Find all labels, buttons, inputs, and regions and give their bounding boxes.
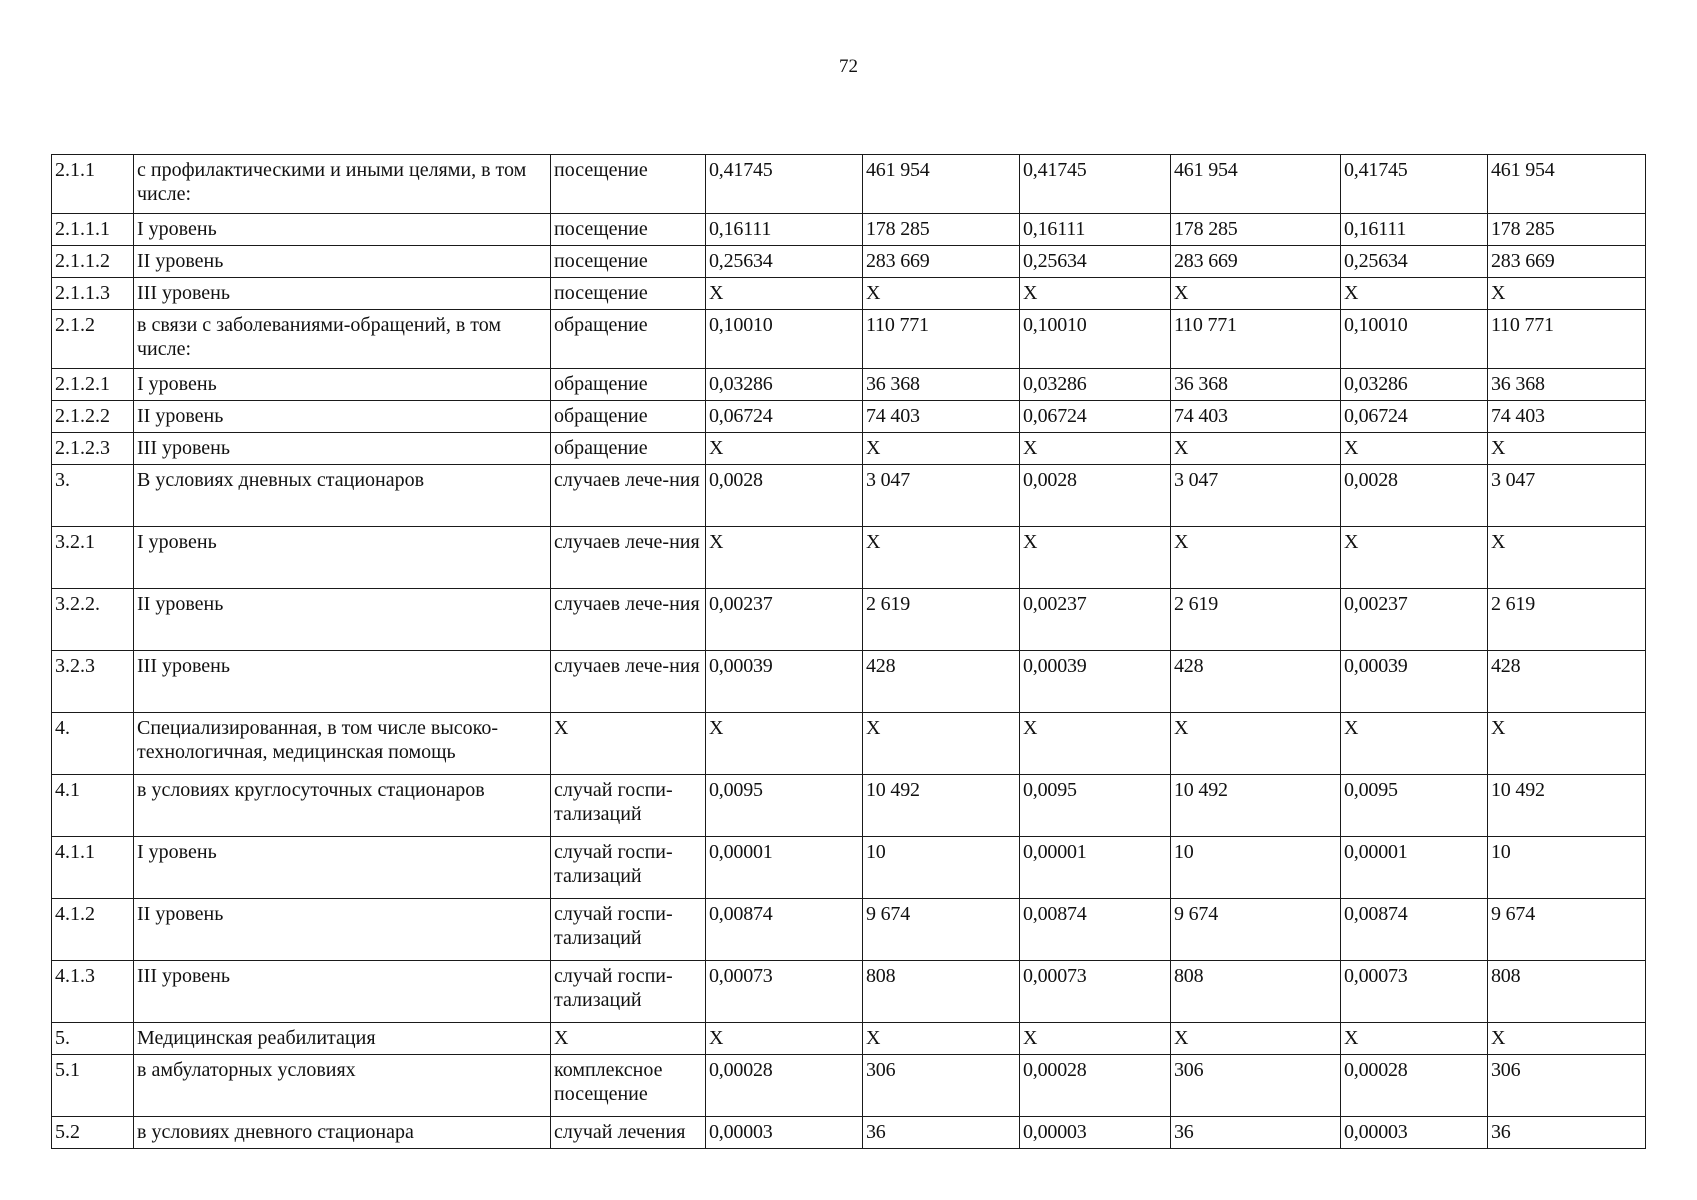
table-row	[52, 1023, 1646, 1055]
value-cell: 0,0095	[1020, 775, 1171, 837]
value-cell: 0,00028	[1341, 1055, 1488, 1117]
value-cell: 0,00874	[1020, 899, 1171, 961]
value-cell: 3 047	[863, 465, 1020, 527]
table-row	[52, 214, 1646, 246]
row-unit-cell: случаев лече-ния	[551, 651, 706, 713]
table-row	[52, 651, 1646, 713]
value-cell: 428	[1171, 651, 1341, 713]
value-cell: 10	[1171, 837, 1341, 899]
value-cell: 0,0095	[1341, 775, 1488, 837]
row-name-cell: I уровень	[134, 369, 551, 401]
value-cell: 0,00237	[706, 589, 863, 651]
row-code-cell: 5.2	[52, 1117, 134, 1149]
value-cell: 0,00028	[706, 1055, 863, 1117]
row-code-cell: 5.	[52, 1023, 134, 1055]
row-name-cell: в условиях круглосуточных стационаров	[134, 775, 551, 837]
value-cell: X	[1341, 1023, 1488, 1055]
value-cell: 74 403	[1488, 401, 1646, 433]
value-cell: 0,25634	[1020, 246, 1171, 278]
table-row	[52, 837, 1646, 899]
row-name-cell: I уровень	[134, 214, 551, 246]
value-cell: X	[706, 278, 863, 310]
value-cell: 3 047	[1171, 465, 1341, 527]
value-cell: 461 954	[1171, 155, 1341, 214]
row-code-cell: 4.	[52, 713, 134, 775]
value-cell: X	[1020, 1023, 1171, 1055]
value-cell: 36	[863, 1117, 1020, 1149]
row-name-cell: III уровень	[134, 278, 551, 310]
table-row	[52, 1055, 1646, 1117]
row-name-cell: II уровень	[134, 589, 551, 651]
value-cell: 2 619	[1171, 589, 1341, 651]
value-cell: X	[863, 433, 1020, 465]
value-cell: X	[863, 1023, 1020, 1055]
value-cell: X	[1488, 527, 1646, 589]
value-cell: 0,41745	[1020, 155, 1171, 214]
value-cell: 9 674	[1171, 899, 1341, 961]
value-cell: 0,0095	[706, 775, 863, 837]
value-cell: 0,0028	[1341, 465, 1488, 527]
row-unit-cell: случай госпи-тализаций	[551, 837, 706, 899]
row-code-cell: 2.1.1.3	[52, 278, 134, 310]
row-code-cell: 2.1.1.2	[52, 246, 134, 278]
value-cell: 0,03286	[706, 369, 863, 401]
value-cell: 0,41745	[706, 155, 863, 214]
row-unit-cell: посещение	[551, 246, 706, 278]
value-cell: X	[1341, 527, 1488, 589]
table-body	[52, 155, 1646, 1149]
value-cell: 283 669	[1488, 246, 1646, 278]
table-row	[52, 775, 1646, 837]
table-row	[52, 369, 1646, 401]
value-cell: 9 674	[1488, 899, 1646, 961]
value-cell: 0,00874	[1341, 899, 1488, 961]
value-cell: 0,00237	[1020, 589, 1171, 651]
value-cell: 0,00073	[1020, 961, 1171, 1023]
row-unit-cell: случай госпи-тализаций	[551, 899, 706, 961]
table-row	[52, 961, 1646, 1023]
value-cell: 306	[1171, 1055, 1341, 1117]
row-unit-cell: обращение	[551, 369, 706, 401]
value-cell: X	[1488, 278, 1646, 310]
row-code-cell: 4.1	[52, 775, 134, 837]
table-row	[52, 246, 1646, 278]
value-cell: 36 368	[1488, 369, 1646, 401]
table-row	[52, 278, 1646, 310]
value-cell: 428	[1488, 651, 1646, 713]
row-name-cell: III уровень	[134, 961, 551, 1023]
row-code-cell: 4.1.3	[52, 961, 134, 1023]
value-cell: 10 492	[1171, 775, 1341, 837]
value-cell: X	[1171, 713, 1341, 775]
row-name-cell: III уровень	[134, 651, 551, 713]
value-cell: 178 285	[1171, 214, 1341, 246]
value-cell: X	[1171, 1023, 1341, 1055]
value-cell: 0,03286	[1341, 369, 1488, 401]
value-cell: 36	[1488, 1117, 1646, 1149]
row-unit-cell: случаев лече-ния	[551, 527, 706, 589]
table-row	[52, 713, 1646, 775]
value-cell: 0,00001	[1341, 837, 1488, 899]
row-unit-cell: посещение	[551, 155, 706, 214]
value-cell: X	[1488, 1023, 1646, 1055]
row-unit-cell: посещение	[551, 214, 706, 246]
value-cell: 10	[1488, 837, 1646, 899]
row-unit-cell: посещение	[551, 278, 706, 310]
value-cell: X	[1020, 433, 1171, 465]
row-unit-cell: обращение	[551, 433, 706, 465]
table-row	[52, 465, 1646, 527]
value-cell: X	[1341, 713, 1488, 775]
value-cell: 10 492	[863, 775, 1020, 837]
value-cell: X	[863, 527, 1020, 589]
value-cell: 0,00039	[1020, 651, 1171, 713]
value-cell: 0,00003	[1020, 1117, 1171, 1149]
table-row	[52, 433, 1646, 465]
value-cell: 0,00028	[1020, 1055, 1171, 1117]
row-code-cell: 2.1.2.3	[52, 433, 134, 465]
value-cell: 3 047	[1488, 465, 1646, 527]
row-code-cell: 2.1.2.1	[52, 369, 134, 401]
value-cell: 283 669	[1171, 246, 1341, 278]
value-cell: 10	[863, 837, 1020, 899]
value-cell: 0,03286	[1020, 369, 1171, 401]
row-code-cell: 3.	[52, 465, 134, 527]
row-unit-cell: случай госпи-тализаций	[551, 961, 706, 1023]
row-name-cell: II уровень	[134, 401, 551, 433]
value-cell: X	[1488, 713, 1646, 775]
value-cell: 0,25634	[706, 246, 863, 278]
row-name-cell: II уровень	[134, 899, 551, 961]
table-row	[52, 401, 1646, 433]
row-code-cell: 3.2.3	[52, 651, 134, 713]
value-cell: X	[706, 713, 863, 775]
row-name-cell: с профилактическими и иными целями, в том числе:	[134, 155, 551, 214]
row-name-cell: III уровень	[134, 433, 551, 465]
value-cell: 0,16111	[706, 214, 863, 246]
value-cell: 36 368	[863, 369, 1020, 401]
value-cell: 0,06724	[1341, 401, 1488, 433]
value-cell: 0,06724	[1020, 401, 1171, 433]
row-name-cell: в условиях дневного стационара	[134, 1117, 551, 1149]
value-cell: 2 619	[1488, 589, 1646, 651]
value-cell: 36 368	[1171, 369, 1341, 401]
table-row	[52, 310, 1646, 369]
row-code-cell: 3.2.2.	[52, 589, 134, 651]
value-cell: 0,00003	[706, 1117, 863, 1149]
row-unit-cell: обращение	[551, 310, 706, 369]
value-cell: 110 771	[1488, 310, 1646, 369]
row-unit-cell: обращение	[551, 401, 706, 433]
value-cell: 0,10010	[706, 310, 863, 369]
value-cell: 110 771	[1171, 310, 1341, 369]
value-cell: X	[1341, 433, 1488, 465]
row-code-cell: 2.1.1	[52, 155, 134, 214]
value-cell: X	[706, 433, 863, 465]
value-cell: 0,0028	[706, 465, 863, 527]
page-number: 72	[839, 56, 858, 77]
row-unit-cell: X	[551, 1023, 706, 1055]
value-cell: 178 285	[863, 214, 1020, 246]
value-cell: 0,16111	[1341, 214, 1488, 246]
value-cell: 0,0028	[1020, 465, 1171, 527]
value-cell: 461 954	[863, 155, 1020, 214]
value-cell: 0,00237	[1341, 589, 1488, 651]
value-cell: X	[1020, 278, 1171, 310]
row-code-cell: 4.1.1	[52, 837, 134, 899]
value-cell: 0,10010	[1341, 310, 1488, 369]
value-cell: 0,00003	[1341, 1117, 1488, 1149]
value-cell: 178 285	[1488, 214, 1646, 246]
value-cell: 74 403	[863, 401, 1020, 433]
value-cell: X	[1020, 527, 1171, 589]
row-code-cell: 2.1.1.1	[52, 214, 134, 246]
value-cell: X	[706, 1023, 863, 1055]
row-name-cell: I уровень	[134, 837, 551, 899]
value-cell: 0,16111	[1020, 214, 1171, 246]
value-cell: X	[1020, 713, 1171, 775]
value-cell: 0,06724	[706, 401, 863, 433]
value-cell: 461 954	[1488, 155, 1646, 214]
value-cell: X	[863, 713, 1020, 775]
value-cell: X	[706, 527, 863, 589]
value-cell: X	[1488, 433, 1646, 465]
table-row	[52, 1117, 1646, 1149]
value-cell: 306	[863, 1055, 1020, 1117]
value-cell: 2 619	[863, 589, 1020, 651]
row-unit-cell: случаев лече-ния	[551, 589, 706, 651]
row-code-cell: 2.1.2.2	[52, 401, 134, 433]
table-row	[52, 527, 1646, 589]
row-unit-cell: случай лечения	[551, 1117, 706, 1149]
value-cell: 0,00001	[706, 837, 863, 899]
value-cell: X	[1171, 433, 1341, 465]
table-row	[52, 589, 1646, 651]
value-cell: 306	[1488, 1055, 1646, 1117]
value-cell: 808	[1488, 961, 1646, 1023]
value-cell: 0,00039	[706, 651, 863, 713]
table-row	[52, 155, 1646, 214]
value-cell: 9 674	[863, 899, 1020, 961]
value-cell: 0,00073	[706, 961, 863, 1023]
row-unit-cell: X	[551, 713, 706, 775]
value-cell: 0,41745	[1341, 155, 1488, 214]
row-unit-cell: комплексное посещение	[551, 1055, 706, 1117]
row-unit-cell: случаев лече-ния	[551, 465, 706, 527]
value-cell: 110 771	[863, 310, 1020, 369]
value-cell: 808	[1171, 961, 1341, 1023]
value-cell: 36	[1171, 1117, 1341, 1149]
row-name-cell: II уровень	[134, 246, 551, 278]
value-cell: 0,10010	[1020, 310, 1171, 369]
value-cell: 74 403	[1171, 401, 1341, 433]
value-cell: X	[863, 278, 1020, 310]
value-cell: 10 492	[1488, 775, 1646, 837]
row-unit-cell: случай госпи-тализаций	[551, 775, 706, 837]
value-cell: 0,00073	[1341, 961, 1488, 1023]
row-name-cell: В условиях дневных стационаров	[134, 465, 551, 527]
value-cell: X	[1171, 527, 1341, 589]
value-cell: 0,00874	[706, 899, 863, 961]
row-name-cell: I уровень	[134, 527, 551, 589]
value-cell: 428	[863, 651, 1020, 713]
row-code-cell: 2.1.2	[52, 310, 134, 369]
value-cell: 0,00001	[1020, 837, 1171, 899]
value-cell: X	[1341, 278, 1488, 310]
value-cell: 283 669	[863, 246, 1020, 278]
row-name-cell: в амбулаторных условиях	[134, 1055, 551, 1117]
row-code-cell: 3.2.1	[52, 527, 134, 589]
row-name-cell: в связи с заболеваниями-обращений, в том числе:	[134, 310, 551, 369]
row-code-cell: 5.1	[52, 1055, 134, 1117]
data-table	[51, 154, 1646, 1149]
value-cell: 0,25634	[1341, 246, 1488, 278]
row-name-cell: Специализированная, в том числе высоко-технологичная, медицинская помощь	[134, 713, 551, 775]
row-code-cell: 4.1.2	[52, 899, 134, 961]
value-cell: 0,00039	[1341, 651, 1488, 713]
table-row	[52, 899, 1646, 961]
value-cell: 808	[863, 961, 1020, 1023]
value-cell: X	[1171, 278, 1341, 310]
row-name-cell: Медицинская реабилитация	[134, 1023, 551, 1055]
